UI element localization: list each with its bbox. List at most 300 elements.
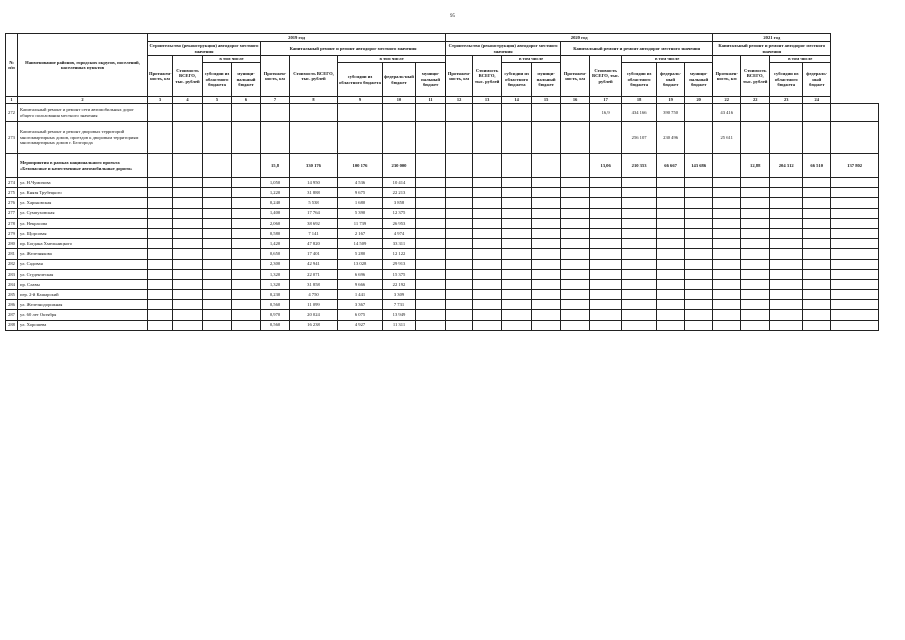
cell-value: 22 071 [290,269,338,279]
cell-value [473,198,502,208]
cell-value [232,104,261,122]
cell-value [148,320,173,330]
cell-value [657,178,685,188]
cell-value [622,310,657,320]
cell-value [741,249,770,259]
cell-value: 11 099 [290,300,338,310]
column-index: 23 [770,97,803,104]
cell-value: 1,420 [261,239,290,249]
cell-value [657,310,685,320]
cell-value [803,259,831,269]
cell-value [532,239,561,249]
row-name: ул. Щорсовая [18,228,148,238]
cell-value [685,259,713,269]
col-sub-obl: субсидии из областного бюджета [770,63,803,97]
row-name: пр. Славы [18,279,148,289]
row-number: 283 [6,269,18,279]
cell-value [502,104,532,122]
cell-value [561,218,590,228]
table-row [6,178,879,188]
row-number: 275 [6,188,18,198]
cell-value [383,122,416,154]
cell-value [532,122,561,154]
column-index: 3 [148,97,173,104]
cell-value [831,208,879,218]
cell-value [173,208,203,218]
cell-value [685,208,713,218]
cell-value [561,228,590,238]
cell-value [685,279,713,289]
cell-value: 204 312 [770,154,803,178]
column-index: 11 [416,97,446,104]
row-number: 287 [6,310,18,320]
cell-value: 0,580 [261,228,290,238]
cell-value [657,279,685,289]
cell-value [685,300,713,310]
row-number: 274 [6,178,18,188]
cell-value: 434 166 [622,104,657,122]
cell-value: 13 028 [338,259,383,269]
cell-value [148,178,173,188]
col-mun: муници-пальный бюджет [685,63,713,97]
cell-value: 1 680 [338,198,383,208]
cell-value [148,259,173,269]
cell-value [232,249,261,259]
cell-value [803,228,831,238]
cell-value [532,104,561,122]
col-fed: федераль-ный бюджет [383,63,416,97]
cell-value [831,310,879,320]
cell-value [622,198,657,208]
cell-value: 22 213 [383,188,416,198]
row-number: 281 [6,249,18,259]
cell-value [713,290,741,300]
cell-value: 5 280 [338,249,383,259]
cell-value [561,122,590,154]
row-number: 285 [6,290,18,300]
cell-value [473,249,502,259]
column-index: 16 [561,97,590,104]
cell-value [473,239,502,249]
cell-value: 1,320 [261,279,290,289]
col-length: Протяжен-ность, км [561,56,590,97]
cell-value [685,249,713,259]
cell-value: 22 192 [383,279,416,289]
cell-value [173,104,203,122]
program-table [5,33,879,331]
cell-value [473,228,502,238]
cell-value: 5 538 [290,198,338,208]
cell-value [590,320,622,330]
cell-value [446,259,473,269]
cell-value [770,259,803,269]
cell-value: 20 024 [290,310,338,320]
cell-value [173,320,203,330]
table-row [6,188,879,198]
cell-value [622,279,657,289]
cell-value [770,249,803,259]
cell-value [502,310,532,320]
cell-value [173,259,203,269]
cell-value [232,300,261,310]
row-name: пер. 2-й Кашарский [18,290,148,300]
cell-value [473,178,502,188]
row-number: 272 [6,104,18,122]
table-row [6,154,879,178]
cell-value [561,198,590,208]
cell-value [685,310,713,320]
cell-value [590,310,622,320]
column-index: 13 [473,97,502,104]
cell-value [657,198,685,208]
cell-value [502,154,532,178]
cell-value [502,320,532,330]
group-repair-2020: Капитальный ремонт и ремонт автодорог местного значения [561,42,713,56]
col-sub-obl: субсидии из областного бюджета [502,63,532,97]
cell-value [831,104,879,122]
cell-value: 0,230 [261,290,290,300]
cell-value: 4 750 [290,290,338,300]
cell-value [713,228,741,238]
group-repair-2021: Капитальный ремонт и ремонт автодорог местного значения [713,42,831,56]
row-number: 279 [6,228,18,238]
row-name: ул. Садовая [18,259,148,269]
cell-value: 31 858 [290,279,338,289]
cell-value [831,218,879,228]
cell-value [148,104,173,122]
cell-value [203,122,232,154]
cell-value [416,249,446,259]
cell-value [803,122,831,154]
cell-value [416,188,446,198]
cell-value [173,310,203,320]
cell-value [590,122,622,154]
cell-value [232,279,261,289]
cell-value [622,239,657,249]
cell-value [622,249,657,259]
cell-value [741,259,770,269]
cell-value [148,239,173,249]
cell-value [473,320,502,330]
cell-value [770,208,803,218]
cell-value [657,249,685,259]
cell-value [148,218,173,228]
cell-value [657,269,685,279]
cell-value [561,259,590,269]
cell-value [473,104,502,122]
cell-value [741,178,770,188]
cell-value [173,218,203,228]
cell-value: 4 927 [338,320,383,330]
cell-value: 390 750 [657,104,685,122]
column-index: 17 [590,97,622,104]
cell-value [203,188,232,198]
cell-value [741,239,770,249]
cell-value [561,239,590,249]
cell-value [473,259,502,269]
row-name: Капитальный ремонт и ремонт дворовых территорий многоквартирных домов, проездов к дворовым территориям многоквартирных домов г. Белгорода [18,122,148,154]
cell-value [416,300,446,310]
table-row [6,259,879,269]
cell-value [803,320,831,330]
column-index: 18 [622,97,657,104]
cell-value [770,279,803,289]
cell-value: 256 107 [622,122,657,154]
cell-value [590,269,622,279]
cell-value [502,290,532,300]
cell-value: 230 496 [657,122,685,154]
cell-value: 1,400 [261,208,290,218]
cell-value [831,300,879,310]
cell-value [803,310,831,320]
cell-value [416,228,446,238]
column-index: 4 [173,97,203,104]
cell-value [657,208,685,218]
cell-value [831,320,879,330]
cell-value: 66 510 [803,154,831,178]
row-name: ул. Железнякова [18,249,148,259]
cell-value [473,290,502,300]
cell-value [232,198,261,208]
cell-value [685,290,713,300]
cell-value [532,198,561,208]
cell-value [416,239,446,249]
cell-value [831,269,879,279]
column-index-row [6,97,879,104]
cell-value [383,104,416,122]
cell-value [203,259,232,269]
cell-value [232,228,261,238]
table-row [6,320,879,330]
cell-value: 100 176 [338,154,383,178]
cell-value [446,104,473,122]
cell-value [590,249,622,259]
cell-value [232,178,261,188]
table-row [6,310,879,320]
cell-value [532,279,561,289]
cell-value [741,208,770,218]
cell-value [657,239,685,249]
cell-value [232,269,261,279]
cell-value [561,300,590,310]
cell-value: 17 401 [290,249,338,259]
cell-value [685,188,713,198]
cell-value [416,259,446,269]
cell-value [561,188,590,198]
cell-value [203,310,232,320]
cell-value [473,122,502,154]
cell-value [173,290,203,300]
cell-value [446,269,473,279]
cell-value [622,320,657,330]
cell-value [473,208,502,218]
cell-value [831,259,879,269]
cell-value: 1,220 [261,188,290,198]
cell-value [416,154,446,178]
incl-label: в том числе [338,56,446,63]
cell-value [590,259,622,269]
col-cost: Стоимость ВСЕГО, тыс. рублей [590,56,622,97]
cell-value: 42 941 [290,259,338,269]
cell-value [148,269,173,279]
cell-value: 33 311 [383,239,416,249]
cell-value [770,239,803,249]
cell-value [338,104,383,122]
cell-value [831,249,879,259]
row-name: ул. Сумпуховская [18,208,148,218]
column-index: 7 [261,97,290,104]
cell-value [173,239,203,249]
cell-value [741,279,770,289]
cell-value [532,249,561,259]
cell-value [561,208,590,218]
table-row [6,269,879,279]
cell-value [741,218,770,228]
row-name: Мероприятия в рамках национального проекта «Безопасные и качественные автомобильные дороги» [18,154,148,178]
cell-value [685,239,713,249]
cell-value [446,188,473,198]
cell-value [232,188,261,198]
cell-value: 2,060 [261,218,290,228]
column-index: 22 [741,97,770,104]
year-2020: 2020 год [446,34,713,42]
column-index: 15 [532,97,561,104]
cell-value [232,259,261,269]
cell-value: 6 075 [338,310,383,320]
cell-value [685,104,713,122]
col-sub-obl: субсидии из областного бюджета [338,63,383,97]
cell-value [831,178,879,188]
table-header [6,34,879,104]
row-number: 286 [6,300,18,310]
cell-value [232,310,261,320]
cell-value: 17 764 [290,208,338,218]
cell-value [770,228,803,238]
cell-value [232,290,261,300]
cell-value [416,279,446,289]
cell-value [148,154,173,178]
cell-value [173,154,203,178]
cell-value [803,279,831,289]
cell-value [203,320,232,330]
cell-value [803,269,831,279]
cell-value [622,269,657,279]
cell-value [770,198,803,208]
cell-value [803,178,831,188]
cell-value [338,122,383,154]
cell-value [416,269,446,279]
cell-value [590,208,622,218]
cell-value [713,269,741,279]
incl-label: в том числе [622,56,713,63]
cell-value [502,259,532,269]
cell-value [532,154,561,178]
cell-value [203,178,232,188]
cell-value: 9 666 [338,279,383,289]
column-index: 22 [713,97,741,104]
table-row [6,104,879,122]
cell-value [713,320,741,330]
cell-value [148,310,173,320]
cell-value [446,310,473,320]
col-sub-obl: субсидии из областного бюджета [203,63,232,97]
cell-value [622,300,657,310]
col-cost: Стоимость ВСЕГО, тыс. рублей [741,56,770,97]
cell-value [502,239,532,249]
table-row [6,228,879,238]
cell-value [203,249,232,259]
table-row [6,239,879,249]
cell-value [657,259,685,269]
cell-value [590,218,622,228]
cell-value [685,269,713,279]
cell-value [203,290,232,300]
cell-value [173,279,203,289]
column-index: 19 [657,97,685,104]
cell-value [473,218,502,228]
cell-value [473,310,502,320]
cell-value [502,279,532,289]
row-name: Капитальный ремонт и ремонт сети автомобильных дорог общего пользования местного значения [18,104,148,122]
cell-value [416,208,446,218]
cell-value [713,300,741,310]
cell-value [685,228,713,238]
cell-value [622,178,657,188]
cell-value [290,104,338,122]
cell-value: 137 802 [831,154,879,178]
cell-value [741,122,770,154]
cell-value [590,178,622,188]
col-length: Протяжен-ность, км [446,56,473,97]
cell-value [416,122,446,154]
cell-value: 4 536 [338,178,383,188]
cell-value [261,104,290,122]
cell-value: 7 731 [383,300,416,310]
cell-value [502,228,532,238]
cell-value: 3 858 [383,198,416,208]
cell-value [622,259,657,269]
cell-value [532,188,561,198]
row-name: ул. 60 лет Октября [18,310,148,320]
cell-value [148,279,173,289]
cell-value [446,122,473,154]
cell-value [473,188,502,198]
cell-value [173,178,203,188]
col-mun: муници-пальный бюджет [232,63,261,97]
cell-value [803,300,831,310]
cell-value [770,218,803,228]
column-index: 24 [803,97,831,104]
cell-value [657,320,685,330]
cell-value [713,154,741,178]
cell-value: 14 950 [290,178,338,188]
cell-value [416,178,446,188]
cell-value: 0,650 [261,249,290,259]
cell-value [148,188,173,198]
col-length: Протяжен-ность, км [261,56,290,97]
cell-value: 66 667 [657,154,685,178]
group-repair-2019: Капитальный ремонт и ремонт автодорог местного значения [261,42,446,56]
cell-value [532,259,561,269]
cell-value [416,198,446,208]
col-cost: Стоимость ВСЕГО, тыс. рублей [290,56,338,97]
cell-value [622,208,657,218]
column-index: 14 [502,97,532,104]
cell-value [713,279,741,289]
cell-value [173,122,203,154]
cell-value [446,300,473,310]
cell-value [203,239,232,249]
